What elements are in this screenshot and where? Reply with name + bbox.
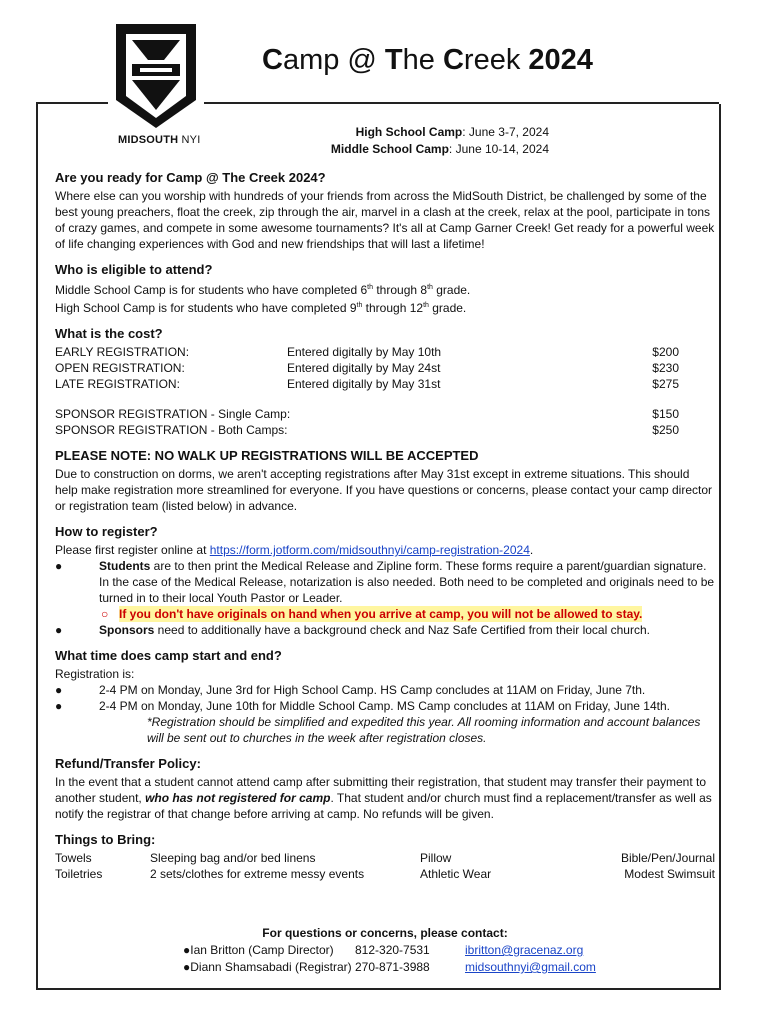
- email-link[interactable]: midsouthnyi@gmail.com: [465, 960, 596, 974]
- warning-item: ○ If you don't have originals on hand when you arrive at camp, you will not be allowed to stay.: [101, 607, 643, 621]
- cost-row: EARLY REGISTRATION: Entered digitally by May 10th $200: [55, 345, 679, 359]
- frame-top-right: [203, 102, 719, 104]
- list-item: ● Sponsors need to additionally have a background check and Naz Safe Certified from their local church.: [55, 623, 650, 637]
- contact-section: [56, 925, 714, 976]
- note-heading: PLEASE NOTE: NO WALK UP REGISTRATIONS WILL BE ACCEPTED: [55, 448, 479, 463]
- bring-heading: Things to Bring:: [55, 832, 156, 847]
- sponsor-row: SPONSOR REGISTRATION - Both Camps: $250: [55, 423, 679, 437]
- camp-dates: High School Camp: June 3-7, 2024 Middle School Camp: June 10-14, 2024: [330, 125, 549, 156]
- contact-row: ●Ian Britton (Camp Director) 812-320-7531 ibritton@gracenaz.org: [56, 942, 714, 959]
- intro-body: Where else can you worship with hundreds of your friends from across the MidSouth District, be challenged by some of the best young preachers, float the creek, zip through the air, marvel in a clash at the creek, relax at the pool, participate in tons of crazy games, and compete in some awesome tournaments? It's all at Camp Garner Creek! Get ready for a powerful week of life changing experiences with God and new friendships that will last a lifetime!: [55, 189, 715, 251]
- bring-row: Towels Sleeping bag and/or bed linens Pillow Bible/Pen/Journal: [55, 851, 715, 865]
- logo-wordmark: MIDSOUTH NYI: [118, 134, 201, 146]
- page-title: Camp @ The Creek 2024: [262, 44, 593, 76]
- bring-row: Toiletries 2 sets/clothes for extreme messy events Athletic Wear Modest Swimsuit: [55, 867, 715, 881]
- eligible-ms: Middle School Camp is for students who have completed 6th through 8th grade.: [55, 283, 471, 297]
- times-intro: Registration is:: [55, 667, 135, 681]
- register-intro: Please first register online at https://form.jotform.com/midsouthnyi/camp-registration-2024.: [55, 543, 534, 557]
- midsouth-logo: [108, 20, 204, 150]
- register-heading: How to register?: [55, 524, 158, 539]
- note-body: Due to construction on dorms, we aren't accepting registrations after May 31st except in extreme situations. This should help make registration more streamlined for everyone. If you have questions or concerns, please contact your camp director or registration team (listed below) in advance.: [55, 467, 712, 513]
- list-item: ● 2-4 PM on Monday, June 3rd for High School Camp. HS Camp concludes at 11AM on Friday, June 7th.: [55, 683, 646, 697]
- cost-row: OPEN REGISTRATION: Entered digitally by May 24st $230: [55, 361, 679, 375]
- list-item: ● Students are to then print the Medical Release and Zipline form. These forms require a parent/guardian signature. In the case of the Medical Release, notarization is also needed. Both need to be completed and originals need to be turned in to their local Youth Pastor or Leader.: [55, 559, 715, 605]
- list-item: ● 2-4 PM on Monday, June 10th for Middle School Camp. MS Camp concludes at 11AM on Friday, June 14th.: [55, 699, 670, 713]
- frame-top-left: [36, 102, 108, 104]
- midsouth-logo-mark: [108, 20, 204, 132]
- refund-heading: Refund/Transfer Policy:: [55, 756, 201, 771]
- eligible-hs: High School Camp is for students who have completed 9th through 12th grade.: [55, 301, 467, 315]
- sponsor-row: SPONSOR REGISTRATION - Single Camp: $150: [55, 407, 679, 421]
- registration-link[interactable]: https://form.jotform.com/midsouthnyi/camp-registration-2024: [209, 543, 530, 557]
- email-link[interactable]: ibritton@gracenaz.org: [465, 943, 584, 957]
- eligible-heading: Who is eligible to attend?: [55, 262, 213, 277]
- main-content: [55, 170, 715, 882]
- refund-body: In the event that a student cannot attend camp after submitting their registration, that student may transfer their payment to another student, who has not registered for camp. That student and/or church must find a replacement/transfer as well as notify the registrar of that change before arriving at camp. No refunds will be given.: [55, 775, 712, 821]
- contact-heading: For questions or concerns, please contact:: [262, 926, 508, 940]
- times-heading: What time does camp start and end?: [55, 648, 282, 663]
- times-note: *Registration should be simplified and expedited this year. All rooming information and account balances will be sent out to churches in the week after registration closes.: [147, 715, 701, 745]
- contact-row: ●Diann Shamsabadi (Registrar) 270-871-3988 midsouthnyi@gmail.com: [56, 959, 714, 976]
- cost-heading: What is the cost?: [55, 326, 163, 341]
- intro-heading: Are you ready for Camp @ The Creek 2024?: [55, 170, 326, 185]
- cost-row: LATE REGISTRATION: Entered digitally by May 31st $275: [55, 377, 679, 391]
